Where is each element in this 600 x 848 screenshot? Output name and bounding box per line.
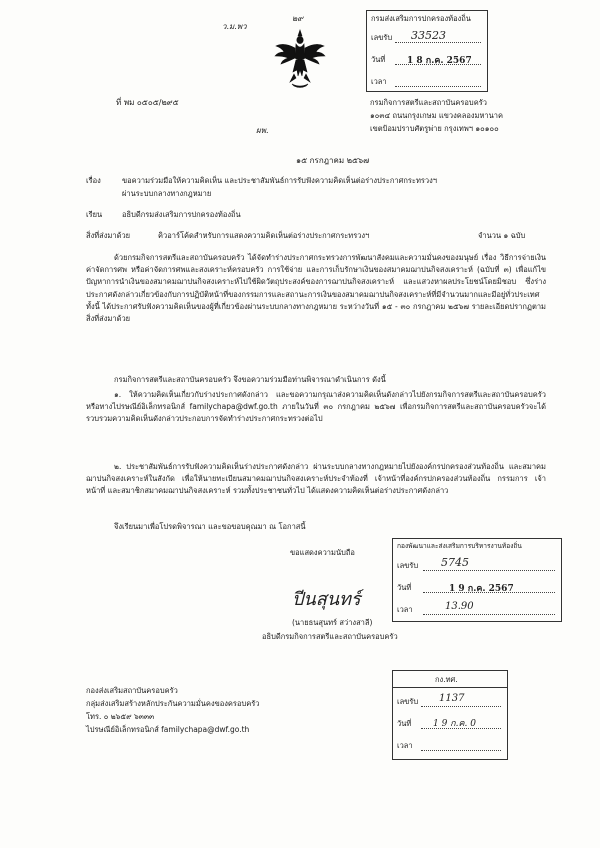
paragraph-request: กรมกิจการสตรีและสถาบันครอบครัว จึงขอความร่วมมือท่านพิจารณาดำเนินการ ดังนี้ [114, 375, 386, 384]
stamp-date-label: วันที่ [371, 55, 386, 64]
paragraph-intro: ด้วยกรมกิจการสตรีและสถาบันครอบครัว ได้จัดทำร่างประกาศกระทรวงการพัฒนาสังคมและความมั่นคงของมนุษย์ เรื่อง วิธีการจ่ายเงินค่าจัดการศพ หรือค่าจัดการศพและสงเคราะห์ครอบครัว การใช้จ่าย และการเก็บรักษาเงินของสมาคมฌาปนกิจสงเคราะห์ (ฉบับที่ ๓) เพื่อแก้ไขปัญหาการนำเงินของสมาคมฌาปนกิจสงเคราะห์ไปใช้ผิดวัตถุประสงค์ของการฌาปนกิจสงเคราะห์ และแสวงหาผลประโยชน์โดยมิชอบ ซึ่งร่างประกาศดังกล่าวเกี่ยวข้องกับการปฏิบัติหน้าที่ของกรรมการและสถานะการเงินของสมาคมฌาปนกิจสงเคราะห์ที่มีจำนวนมากและมีอยู่ทั่วประเทศ ทั้งนี้ ได้ประกาศรับฟังความคิดเห็นของผู้ที่เกี่ยวข้องผ่านระบบกลางทางกฎหมาย ระหว่างวันที่ ๑๕ - ๓๐ กรกฎาคม ๒๕๖๗ รายละเอียดปรากฏตามสิ่งที่ส่งมาด้วย [86, 253, 546, 324]
footer-line-4: ไปรษณีย์อิเล็กทรอนิกส์ familychapa@dwf.go.th [86, 725, 250, 734]
receive-stamp-middle [392, 538, 562, 622]
org-address-line-2: ๑๐๓๔ ถนนกรุงเกษม แขวงคลองมหานาค [370, 111, 503, 120]
stamp-title: กง.ทศ. [435, 675, 458, 684]
stamp-time-label: เวลา [371, 77, 387, 86]
stamp-no-label: เลขรับ [371, 33, 393, 42]
body-text [86, 252, 546, 325]
handwritten-note-top-left: ว.ม.พว [222, 22, 247, 31]
handwritten-note-top: ๒๙ [292, 14, 304, 23]
stamp-no-label: เลขรับ [397, 561, 419, 570]
garuda-emblem [272, 28, 328, 90]
paragraph-item-2: ๒. ประชาสัมพันธ์การรับฟังความคิดเห็นร่างประกาศดังกล่าว ผ่านระบบกลางทางกฎหมายไปยังองค์กรปกครองส่วนท้องถิ่น และสมาคมฌาปนกิจสงเคราะห์ในสังกัด เพื่อให้นายทะเบียนสมาคมฌาปนกิจสงเคราะห์ประจำท้องที่ เจ้าหน้าที่องค์กรปกครองส่วนท้องถิ่น กรรมการ เจ้าหน้าที่ และสมาชิกสมาคมฌาปนกิจสงเคราะห์ รวมทั้งประชาชนทั่วไป ได้แสดงความคิดเห็นต่อร่างประกาศดังกล่าว [86, 462, 546, 496]
signature: ปีนสุนทร์ [292, 589, 361, 610]
paragraph-item-1: ๑. ให้ความคิดเห็นเกี่ยวกับร่างประกาศดังกล่าว และขอความกรุณาส่งความคิดเห็นดังกล่าวไปยังกรมกิจการสตรีและสถาบันครอบครัว หรือทางไปรษณีย์อิเล็กทรอนิกส์ familychapa@dwf.go.th ภายในวันที่ ๓๐ กรกฎาคม ๒๕๖๗ เพื่อกรมกิจการสตรีและสถาบันครอบครัวจะได้รวบรวมความคิดเห็นดังกล่าวประกอบการจัดทำร่างประกาศกระทรวงต่อไป [86, 390, 546, 424]
to-text: อธิบดีกรมส่งเสริมการปกครองท้องถิ่น [122, 210, 241, 219]
attachment-text: คิวอาร์โค้ดสำหรับการแสดงความคิดเห็นต่อร่างประกาศกระทรวงฯ [158, 231, 370, 240]
footer-line-1: กองส่งเสริมสถาบันครอบครัว [86, 686, 178, 695]
stamp-time-label: เวลา [397, 741, 413, 750]
subject-line-1: ขอความร่วมมือให้ความคิดเห็น และประชาสัมพันธ์การรับฟังความคิดเห็นต่อร่างประกาศกระทรวงฯ [122, 176, 437, 185]
stamp-date-label: วันที่ [397, 583, 412, 592]
subject-line-2: ผ่านระบบกลางทางกฎหมาย [122, 189, 212, 198]
signer-name: (นายธนสุนทร์ สว่างสาลี) [292, 618, 373, 627]
stamp-date-value: 1 9 ก.ค. 2567 [449, 584, 514, 594]
attachment-label: สิ่งที่ส่งมาด้วย [86, 231, 131, 240]
document-number: ที่ พม ๐๕๐๕/๒๙๕ [116, 98, 179, 107]
document-date: ๑๕ กรกฎาคม ๒๕๖๗ [296, 156, 370, 165]
attachment-qty: จำนวน ๑ ฉบับ [478, 231, 526, 240]
stamp-time-value: 13.90 [445, 601, 474, 612]
stamp-no-value: 5745 [441, 556, 469, 569]
to-label: เรียน [86, 210, 103, 219]
org-address-line-1: กรมกิจการสตรีและสถาบันครอบครัว [370, 98, 487, 107]
stamp-title: กรมส่งเสริมการปกครองท้องถิ่น [371, 14, 471, 23]
signer-position: อธิบดีกรมกิจการสตรีและสถาบันครอบครัว [262, 632, 398, 641]
footer-line-3: โทร. ๐ ๒๖๕๙ ๖๓๓๓ [86, 712, 155, 721]
stamp-date-value: 1 9 ก.ค. 0 [433, 719, 476, 729]
stamp-date-value: 1 8 ก.ค. 2567 [407, 56, 472, 66]
stamp-time-label: เวลา [397, 605, 413, 614]
paragraph-closing: จึงเรียนมาเพื่อโปรดพิจารณา และขอขอบคุณมา ณ โอกาสนี้ [114, 522, 306, 531]
stamp-title: กองพัฒนาและส่งเสริมการบริหารงานท้องถิ่น [397, 542, 522, 550]
handwritten-initials: ผพ. [256, 126, 269, 135]
footer-line-2: กลุ่มส่งเสริมสร้างหลักประกันความมั่นคงของครอบครัว [86, 699, 260, 708]
subject-label: เรื่อง [86, 176, 101, 185]
stamp-date-label: วันที่ [397, 719, 412, 728]
org-address-line-3: เขตป้อมปราบศัตรูพ่าย กรุงเทพฯ ๑๐๑๐๐ [370, 124, 499, 133]
regards-text: ขอแสดงความนับถือ [290, 548, 355, 557]
receive-stamp-bottom [392, 670, 508, 760]
stamp-no-label: เลขรับ [397, 697, 419, 706]
receive-stamp-top [366, 10, 488, 92]
stamp-no-value: 1137 [439, 693, 465, 704]
stamp-no-value: 33523 [411, 29, 446, 42]
